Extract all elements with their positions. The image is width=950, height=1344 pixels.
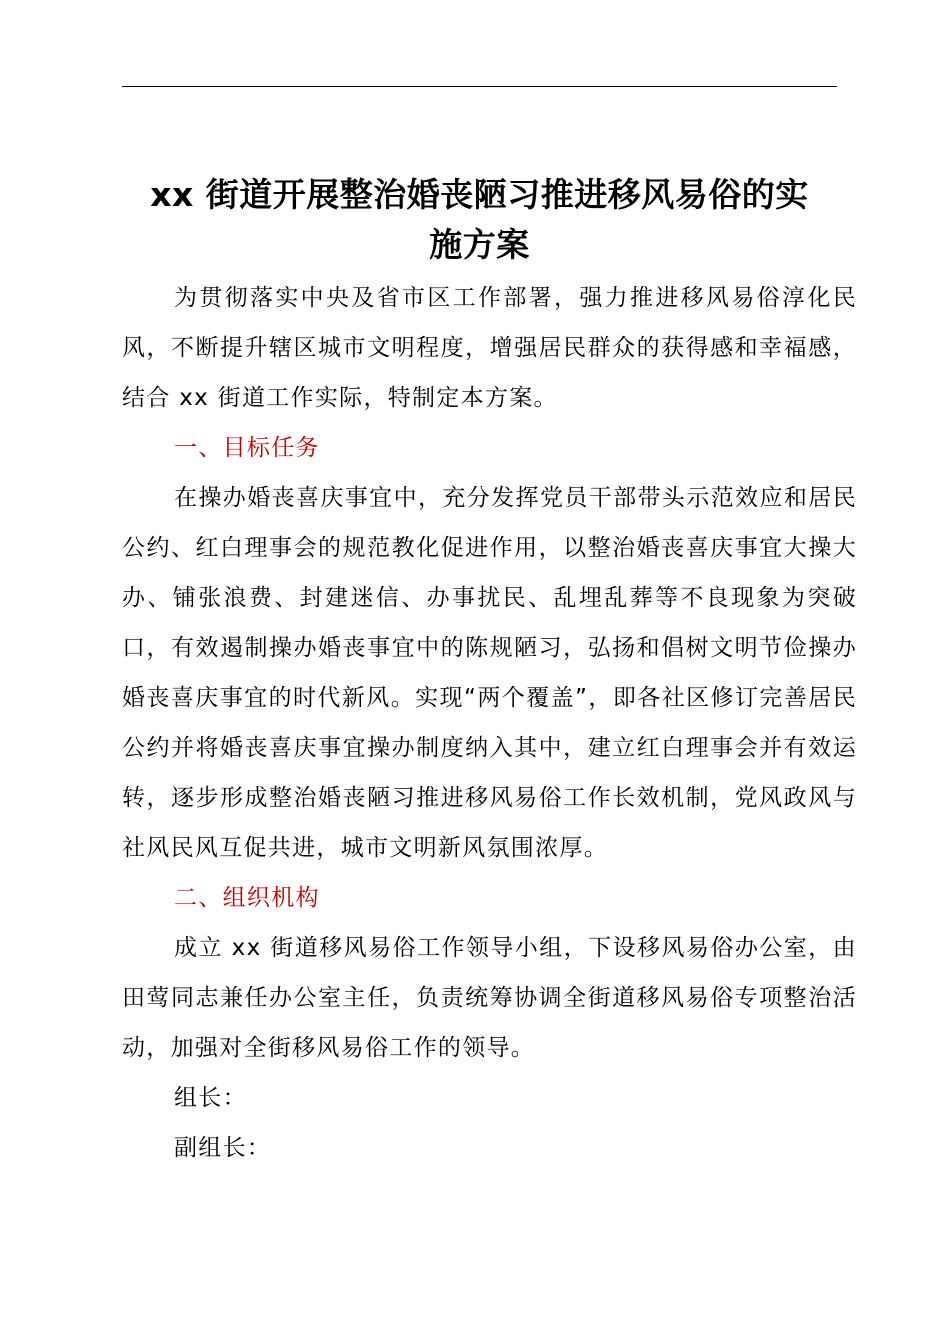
header-rule [122, 86, 837, 87]
section-body-organization: 成立 xx 街道移风易俗工作领导小组，下设移风易俗办公室，由田莺同志兼任办公室主任，负责统筹协调全街道移风易俗专项整治活动，加强对全街移风易俗工作的领导。 [122, 935, 857, 1061]
title-line-1: xx 街道开展整治婚丧陋习推进移风易俗的实 [150, 175, 809, 215]
intro-paragraph: 为贯彻落实中央及省市区工作部署，强力推进移风易俗淳化民风，不断提升辖区城市文明程度，增强居民群众的获得感和幸福感，结合 xx 街道工作实际，特制定本方案。 [122, 285, 857, 411]
deputy-leader-label: 副组长： [174, 1135, 272, 1161]
document-body [122, 273, 857, 1173]
document-title [122, 170, 837, 270]
title-line-2: 施方案 [429, 225, 530, 265]
section-heading-organization: 二、组织机构 [174, 885, 320, 911]
section-body-goals: 在操办婚丧喜庆事宜中，充分发挥党员干部带头示范效应和居民公约、红白理事会的规范教化促进作用，以整治婚丧喜庆事宜大操大办、铺张浪费、封建迷信、办事扰民、乱埋乱葬等不良现象为突破口，有效遏制操办婚丧事宜中的陈规陋习，弘扬和倡树文明节俭操办婚丧喜庆事宜的时代新风。实现“两个覆盖”，即各社区修订完善居民公约并将婚丧喜庆事宜操办制度纳入其中，建立红白理事会并有效运转，逐步形成整治婚丧陋习推进移风易俗工作长效机制，党风政风与社风民风互促共进，城市文明新风氛围浓厚。 [122, 485, 857, 861]
leader-label: 组长： [174, 1085, 247, 1111]
section-heading-goals: 一、目标任务 [174, 435, 320, 461]
